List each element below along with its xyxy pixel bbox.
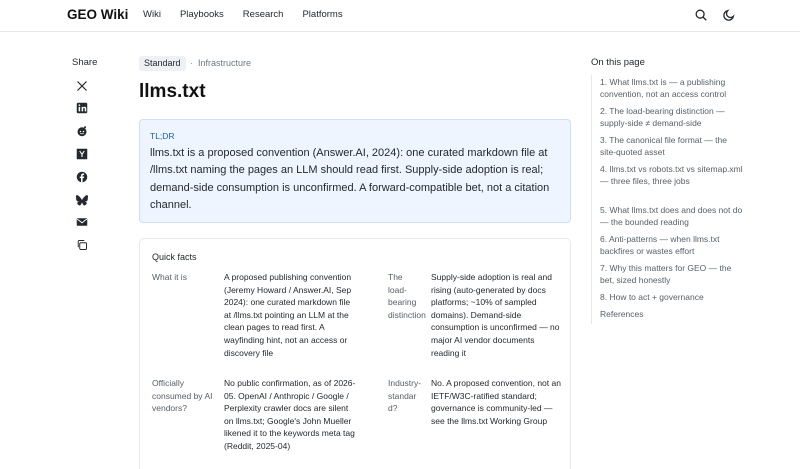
tldr-text: llms.txt is a proposed convention (Answer.AI, 2024): one curated markdown file at /llms.txt naming the pages an LLM should read first. Supply-side adoption is real; demand-side consumption is unconfirmed. A forward-compatible bet, not a citation channel. bbox=[150, 147, 550, 212]
fact-value: A proposed publishing convention (Jeremy Howard / Answer.AI, Sep 2024): one curated markdown file at /llms.txt pointing an LLM at the clean pages to read first. A wayfinding hint, not an access or discovery file bbox=[224, 272, 352, 358]
moon-icon[interactable] bbox=[722, 8, 736, 22]
fact-value: Supply-side adoption is real and rising (auto-generated by docs platforms; ~10% of sampled domains). Demand-side consumption is unconfirmed — no major AI vendor documents reading it bbox=[431, 272, 560, 358]
toc-title: On this page bbox=[591, 57, 645, 68]
nav-wiki[interactable]: Wiki bbox=[143, 9, 161, 20]
quick-facts-title: Quick facts bbox=[152, 252, 197, 262]
toc-item[interactable]: References bbox=[600, 309, 644, 319]
tldr-callout bbox=[139, 119, 571, 223]
nav-platforms[interactable]: Platforms bbox=[302, 9, 343, 20]
nav-research[interactable]: Research bbox=[242, 9, 284, 20]
toc-item[interactable]: 6. Anti-patterns — when llms.txt backfires or wastes effort bbox=[600, 234, 720, 256]
toc-rail bbox=[591, 75, 592, 324]
reddit-icon[interactable] bbox=[76, 125, 88, 137]
toc-item[interactable]: 5. What llms.txt does and does not do — the bounded reading bbox=[600, 205, 743, 227]
facebook-icon[interactable] bbox=[76, 171, 88, 183]
nav-playbooks[interactable]: Playbooks bbox=[179, 9, 224, 20]
x-icon[interactable] bbox=[76, 80, 88, 92]
fact-label: The load-bearing distinction bbox=[388, 272, 426, 320]
fact-label: What it is bbox=[152, 272, 187, 282]
toc-item[interactable]: 2. The load-bearing distinction — supply-side ≠ demand-side bbox=[600, 106, 725, 128]
quick-facts-card bbox=[139, 238, 571, 469]
main-nav bbox=[143, 9, 362, 20]
toc-item[interactable]: 3. The canonical file format — the site-quoted asset bbox=[600, 135, 727, 157]
toc-item[interactable]: 8. How to act + governance bbox=[600, 292, 704, 302]
email-icon[interactable] bbox=[76, 216, 88, 228]
breadcrumb-separator: · bbox=[190, 58, 193, 68]
toc-item[interactable]: 4. llms.txt vs robots.txt vs sitemap.xml — three files, three jobs bbox=[600, 164, 743, 186]
fact-label: Officially consumed by AI vendors? bbox=[152, 378, 213, 414]
fact-label: Industry-standard? bbox=[388, 378, 422, 414]
copy-icon[interactable] bbox=[76, 239, 88, 251]
fact-value: No. A proposed convention, not an IETF/W3C-ratified standard; governance is community-led — see the llms.txt Working Group bbox=[431, 378, 561, 426]
site-logo[interactable]: GEO Wiki bbox=[67, 7, 129, 22]
page-title: llms.txt bbox=[139, 81, 206, 102]
search-icon[interactable] bbox=[694, 8, 708, 22]
breadcrumb[interactable]: Infrastructure bbox=[198, 58, 252, 68]
category-badge[interactable]: Standard bbox=[139, 56, 186, 71]
bluesky-icon[interactable] bbox=[76, 194, 88, 206]
toc-item[interactable]: 1. What llms.txt is — a publishing convention, not an access control bbox=[600, 77, 727, 99]
share-title: Share bbox=[72, 57, 98, 68]
fact-value: No public confirmation, as of 2026-05. OpenAI / Anthropic / Google / Perplexity crawler docs are silent on llms.txt; Google's John Mueller likened it to the keywords meta tag (Reddit, 2025-04) bbox=[224, 378, 356, 451]
tldr-label: TL;DR bbox=[150, 131, 175, 141]
hackernews-icon[interactable] bbox=[76, 148, 88, 160]
top-bar bbox=[0, 0, 800, 32]
toc-item[interactable]: 7. Why this matters for GEO — the bet, sized honestly bbox=[600, 263, 732, 285]
linkedin-icon[interactable] bbox=[76, 102, 88, 114]
